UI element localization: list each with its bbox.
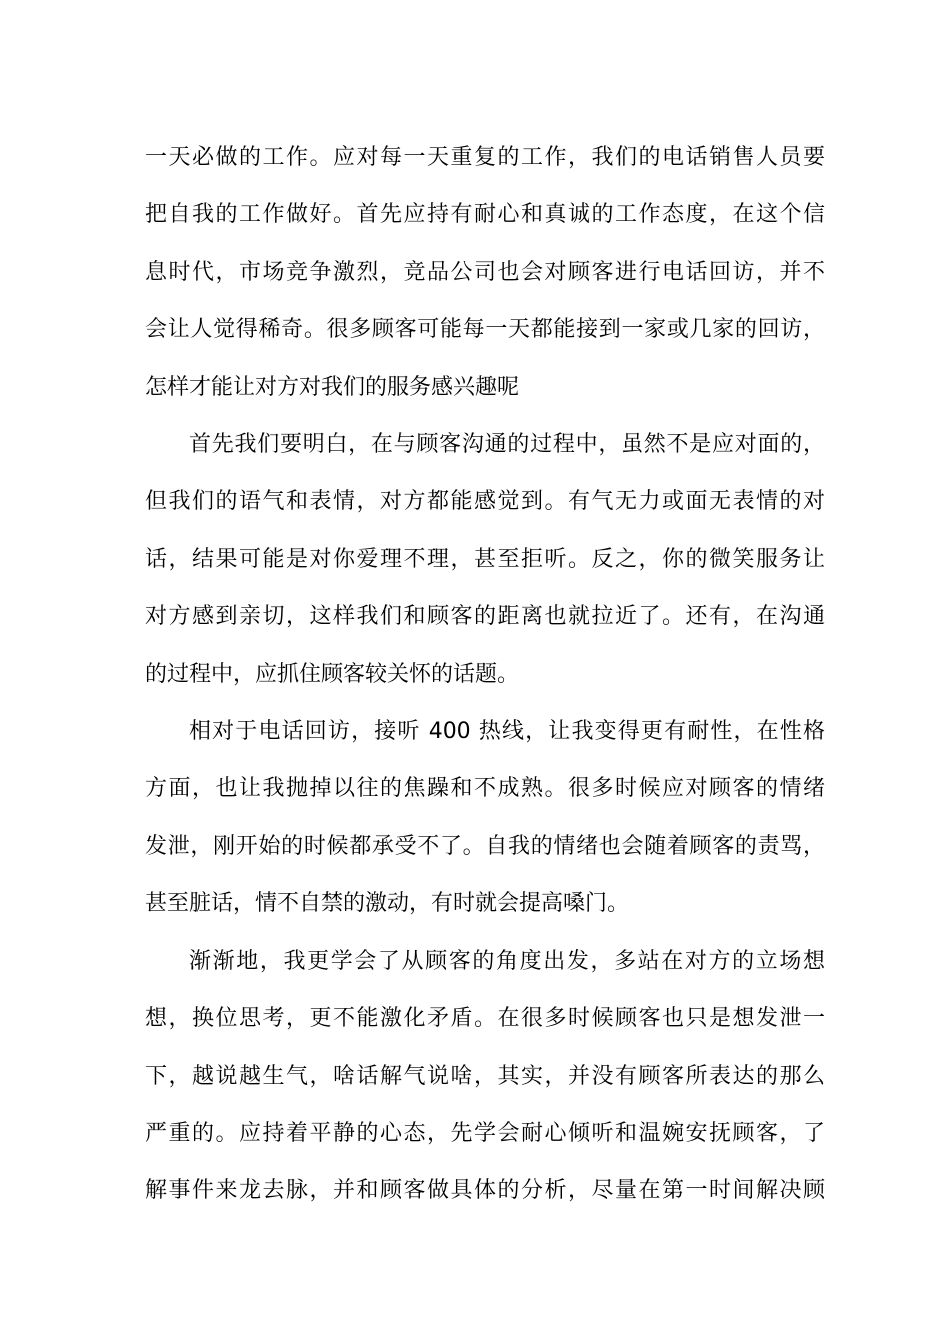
text-line: 方面，也让我抛掉以往的焦躁和不成熟。很多时候应对顾客的情绪: [145, 776, 825, 802]
text-line: 严重的。应持着平静的心态，先学会耐心倾听和温婉安抚顾客，了: [145, 1120, 825, 1146]
text-line: 渐渐地，我更学会了从顾客的角度出发，多站在对方的立场想: [189, 948, 825, 974]
document-body: [145, 129, 825, 1220]
text-line: 怎样才能让对方对我们的服务感兴趣呢: [145, 374, 520, 400]
text-line: 首先我们要明白，在与顾客沟通的过程中，虽然不是应对面的，: [189, 432, 825, 458]
text-line: 但我们的语气和表情，对方都能感觉到。有气无力或面无表情的对: [145, 489, 825, 515]
text-line: 解事件来龙去脉，并和顾客做具体的分析，尽量在第一时间解决顾: [145, 1178, 825, 1204]
text-line: 下，越说越生气，啥话解气说啥，其实，并没有顾客所表达的那么: [145, 1063, 825, 1089]
paragraph-4: [145, 933, 825, 1220]
text-line: 把自我的工作做好。首先应持有耐心和真诚的工作态度，在这个信: [145, 202, 825, 228]
text-line: 息时代，市场竞争激烈，竞品公司也会对顾客进行电话回访，并不: [145, 259, 825, 285]
text-line: 发泄，刚开始的时候都承受不了。自我的情绪也会随着顾客的责骂，: [145, 833, 825, 859]
text-line: 话，结果可能是对你爱理不理，甚至拒听。反之，你的微笑服务让: [145, 546, 825, 572]
text-line: 对方感到亲切，这样我们和顾客的距离也就拉近了。还有，在沟通: [145, 604, 825, 630]
text-line: 相对于电话回访，接听 400 热线，让我变得更有耐性，在性格: [189, 719, 825, 745]
text-line: 想，换位思考，更不能激化矛盾。在很多时候顾客也只是想发泄一: [145, 1006, 825, 1032]
text-line: 一天必做的工作。应对每一天重复的工作，我们的电话销售人员要: [145, 145, 825, 170]
text-line: 甚至脏话，情不自禁的激动，有时就会提高嗓门。: [145, 891, 630, 917]
text-line: 的过程中，应抓住顾客较关怀的话题。: [145, 661, 520, 687]
paragraph-3: [145, 703, 825, 933]
paragraph-2: [145, 416, 825, 703]
paragraph-1: [145, 129, 825, 416]
text-line: 会让人觉得稀奇。很多顾客可能每一天都能接到一家或几家的回访，: [145, 317, 825, 343]
